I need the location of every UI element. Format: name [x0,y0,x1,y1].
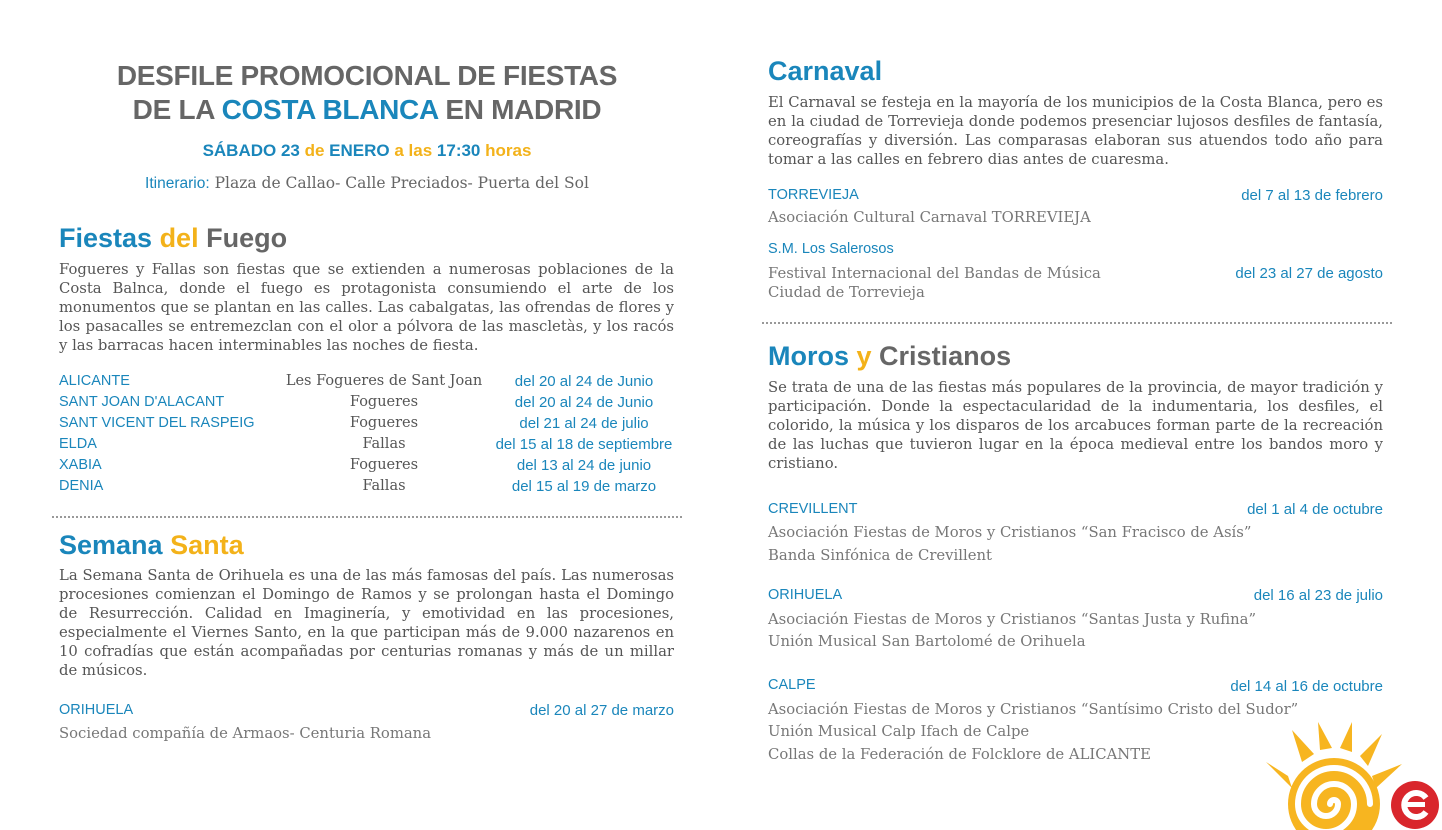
carnaval-org-1: Asociación Cultural Carnaval TORREVIEJA [768,209,1091,226]
fuego-table-row [59,392,699,413]
carnaval-title: Carnaval [768,56,883,86]
header-title-line2: DE LA COSTA BLANCA EN MADRID [132,94,602,125]
fuego-event: Les Fogueres de Sant Joan [285,373,483,389]
moros-description: Se trata de una de las fiestas más populares de la provincia, de mayor tradición y participación. Donde la espectacularidad de la indumentaria, los desfiles, el colorido, la música y los disparos de los arcabuces forman parte de la recreación de las luchas que tuvieron lugar en la época medieval entre los bandos moro y cristiano. [768,379,1383,472]
event-date: SÁBADO 23 de ENERO a las 17:30 horas [202,141,532,160]
carnaval-description: El Carnaval se festeja en la mayoría de los municipios de la Costa Blanca, pero es en la ciudad de Torrevieja donde podemos presenciar lujosos desfiles de fantasía, coreografías y diversión. Las comparasas elaboran sus atuendos todo año para tomar a las calles en febrero dias antes de cuaresma. [768,94,1383,168]
itinerary: Itinerario: Plaza de Callao- Calle Preciados- Puerta del Sol [145,174,589,192]
santa-date: del 20 al 27 de marzo [529,702,674,719]
santa-city: ORIHUELA [59,702,134,718]
fuego-event: Fogueres [349,394,419,410]
moros-org: Asociación Fiestas de Moros y Cristianos “Santas Justa y Rufina” [768,611,1257,628]
fuego-event: Fallas [362,478,406,494]
fuego-event: Fogueres [349,415,419,431]
moros-city: ORIHUELA [768,587,843,603]
carnaval-city-torrevieja: TORREVIEJA [768,187,859,203]
fuego-table-row [59,371,699,392]
fuego-event: Fogueres [349,457,419,473]
moros-date: del 16 al 23 de julio [1253,587,1383,604]
fuego-city: ALICANTE [59,373,130,389]
fuego-date: del 21 al 24 de julio [519,415,649,432]
fuego-city: XABIA [59,457,102,473]
fuego-city: DENIA [59,478,104,494]
fuego-title: Fiestas del Fuego [59,223,288,253]
carnaval-org-2b: Ciudad de Torrevieja [768,284,925,301]
e-logo-icon [1390,780,1440,830]
carnaval-city-salerosos: S.M. Los Salerosos [768,241,894,257]
moros-org: Unión Musical San Bartolomé de Orihuela [768,633,1086,650]
costa-blanca-accent: COSTA BLANCA [221,94,438,125]
santa-title: Semana Santa [59,530,244,560]
fuego-city: SANT VICENT DEL RASPEIG [59,415,255,431]
fuego-description: Fogueres y Fallas son fiestas que se extienden a numerosas poblaciones de la Costa Balnca, donde el fuego es protagonista consumiendo el arte de los monumentos que se plantan en las calles. Las cabalgatas, las ofrendas de flores y los pasacalles se entremezclan con el olor a pólvora de las mascletàs, y los racós y las barracas hacen interminables las noches de fiesta. [59,261,674,354]
moros-org: Asociación Fiestas de Moros y Cristianos “San Fracisco de Asís” [768,524,1252,541]
fuego-event: Fallas [362,436,406,452]
fuego-city: SANT JOAN D'ALACANT [59,394,225,410]
moros-title: Moros y Cristianos [768,341,1012,371]
moros-city: CREVILLENT [768,501,858,517]
divider [762,322,1392,324]
fuego-table-row [59,413,699,434]
fuego-table [59,371,699,497]
fuego-table-row [59,455,699,476]
fuego-date: del 15 al 18 de septiembre [495,436,673,453]
fuego-city: ELDA [59,436,97,452]
fuego-date: del 20 al 24 de Junio [514,373,654,390]
fuego-date: del 13 al 24 de junio [516,457,652,474]
carnaval-org-2a: Festival Internacional del Bandas de Música [768,265,1101,282]
moros-org: Unión Musical Calp Ifach de Calpe [768,723,1030,740]
fuego-date: del 20 al 24 de Junio [514,394,654,411]
fuego-table-row [59,476,699,497]
moros-city: CALPE [768,677,816,693]
carnaval-date-1: del 7 al 13 de febrero [1241,187,1383,204]
santa-org: Sociedad compañía de Armaos- Centuria Romana [59,725,432,742]
santa-description: La Semana Santa de Orihuela es una de las más famosas del país. Las numerosas procesiones comienzan el Domingo de Ramos y se prolongan hasta el Domingo de Resurrección. Calidad en Imaginería, y emotividad en las procesiones, especialmente el Viernes Santo, en la que participan más de 9.000 nazarenos en 10 cofradías que están acompañadas por centurias romanas y más de un millar de músicos. [59,567,674,679]
divider [52,516,682,518]
carnaval-date-2: del 23 al 27 de agosto [1235,265,1383,282]
moros-org: Asociación Fiestas de Moros y Cristianos “Santísimo Cristo del Sudor” [768,701,1299,718]
moros-org: Banda Sinfónica de Crevillent [768,547,992,564]
moros-date: del 1 al 4 de octubre [1247,501,1383,518]
header-title-line1: DESFILE PROMOCIONAL DE FIESTAS [116,60,618,91]
fuego-date: del 15 al 19 de marzo [511,478,657,495]
fuego-table-row [59,434,699,455]
moros-date: del 14 al 16 de octubre [1230,678,1383,695]
moros-org: Collas de la Federación de Folcklore de ALICANTE [768,746,1151,763]
